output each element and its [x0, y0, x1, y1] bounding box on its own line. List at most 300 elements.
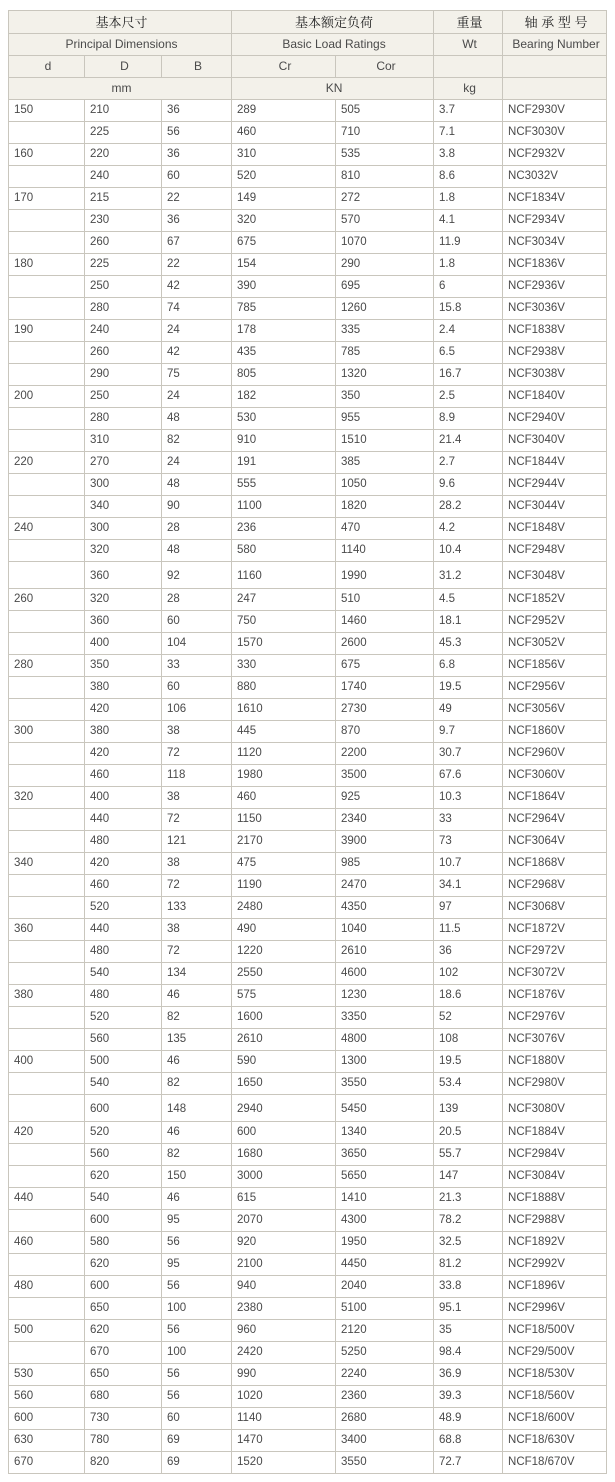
cell-bearing-number: NCF1892V [503, 1232, 607, 1254]
cell-D: 420 [85, 699, 162, 721]
cell-wt: 31.2 [434, 562, 503, 589]
cell-cor: 5250 [336, 1342, 434, 1364]
table-row [9, 1188, 607, 1210]
header-dimensions-zh: 基本尺寸 [9, 11, 232, 34]
cell-bearing-number: NCF1876V [503, 985, 607, 1007]
cell-d [9, 677, 85, 699]
cell-B: 48 [162, 474, 232, 496]
cell-D: 210 [85, 100, 162, 122]
cell-cor: 3900 [336, 831, 434, 853]
cell-d: 160 [9, 144, 85, 166]
table-row [9, 1073, 607, 1095]
table-row [9, 1430, 607, 1452]
cell-B: 56 [162, 1386, 232, 1408]
cell-D: 380 [85, 721, 162, 743]
cell-B: 100 [162, 1342, 232, 1364]
cell-D: 520 [85, 897, 162, 919]
table-row [9, 364, 607, 386]
cell-cor: 2680 [336, 1408, 434, 1430]
cell-cor: 1950 [336, 1232, 434, 1254]
table-row [9, 1386, 607, 1408]
cell-wt: 95.1 [434, 1298, 503, 1320]
cell-cor: 955 [336, 408, 434, 430]
header-col-B: B [162, 56, 232, 78]
cell-d [9, 633, 85, 655]
cell-B: 148 [162, 1095, 232, 1122]
cell-bearing-number: NCF1856V [503, 655, 607, 677]
cell-B: 92 [162, 562, 232, 589]
cell-d [9, 1210, 85, 1232]
cell-cor: 5450 [336, 1095, 434, 1122]
cell-D: 620 [85, 1254, 162, 1276]
cell-wt: 11.5 [434, 919, 503, 941]
cell-cr: 1220 [232, 941, 336, 963]
cell-bearing-number: NCF1860V [503, 721, 607, 743]
cell-cr: 475 [232, 853, 336, 875]
cell-d: 560 [9, 1386, 85, 1408]
cell-B: 60 [162, 611, 232, 633]
cell-B: 28 [162, 589, 232, 611]
cell-D: 600 [85, 1210, 162, 1232]
table-row [9, 210, 607, 232]
cell-wt: 18.6 [434, 985, 503, 1007]
cell-B: 56 [162, 122, 232, 144]
cell-d [9, 496, 85, 518]
cell-B: 72 [162, 941, 232, 963]
cell-cr: 1150 [232, 809, 336, 831]
cell-D: 260 [85, 232, 162, 254]
cell-B: 22 [162, 254, 232, 276]
cell-cor: 5650 [336, 1166, 434, 1188]
cell-D: 620 [85, 1166, 162, 1188]
cell-bearing-number: NCF2980V [503, 1073, 607, 1095]
cell-cor: 695 [336, 276, 434, 298]
cell-D: 350 [85, 655, 162, 677]
cell-d [9, 611, 85, 633]
cell-cor: 1230 [336, 985, 434, 1007]
cell-D: 320 [85, 589, 162, 611]
cell-D: 600 [85, 1095, 162, 1122]
cell-cr: 2610 [232, 1029, 336, 1051]
cell-cr: 2100 [232, 1254, 336, 1276]
cell-wt: 6.5 [434, 342, 503, 364]
cell-cor: 1510 [336, 430, 434, 452]
cell-cr: 1160 [232, 562, 336, 589]
cell-bearing-number: NCF2964V [503, 809, 607, 831]
cell-cr: 191 [232, 452, 336, 474]
cell-cor: 3550 [336, 1452, 434, 1474]
cell-wt: 19.5 [434, 1051, 503, 1073]
cell-bearing-number: NCF3030V [503, 122, 607, 144]
cell-cr: 1120 [232, 743, 336, 765]
header-col-d: d [9, 56, 85, 78]
cell-cor: 2360 [336, 1386, 434, 1408]
cell-D: 560 [85, 1029, 162, 1051]
table-row [9, 655, 607, 677]
cell-B: 95 [162, 1254, 232, 1276]
cell-D: 780 [85, 1430, 162, 1452]
cell-bearing-number: NCF18/670V [503, 1452, 607, 1474]
cell-D: 215 [85, 188, 162, 210]
table-row [9, 765, 607, 787]
cell-cor: 4350 [336, 897, 434, 919]
table-row [9, 144, 607, 166]
cell-D: 220 [85, 144, 162, 166]
cell-wt: 4.5 [434, 589, 503, 611]
cell-d: 600 [9, 1408, 85, 1430]
cell-bearing-number: NCF2938V [503, 342, 607, 364]
cell-B: 150 [162, 1166, 232, 1188]
cell-B: 56 [162, 1364, 232, 1386]
cell-B: 38 [162, 919, 232, 941]
cell-cor: 2340 [336, 809, 434, 831]
cell-d: 420 [9, 1122, 85, 1144]
table-row [9, 1408, 607, 1430]
table-header [9, 11, 607, 100]
cell-B: 95 [162, 1210, 232, 1232]
cell-cor: 1820 [336, 496, 434, 518]
cell-cr: 2380 [232, 1298, 336, 1320]
cell-bearing-number: NCF2936V [503, 276, 607, 298]
header-col-D: D [85, 56, 162, 78]
cell-B: 38 [162, 721, 232, 743]
cell-B: 67 [162, 232, 232, 254]
cell-bearing-number: NCF2976V [503, 1007, 607, 1029]
cell-d: 630 [9, 1430, 85, 1452]
cell-d: 380 [9, 985, 85, 1007]
header-dimensions-en: Principal Dimensions [9, 34, 232, 56]
cell-cor: 272 [336, 188, 434, 210]
cell-wt: 2.7 [434, 452, 503, 474]
table-row [9, 1007, 607, 1029]
cell-B: 104 [162, 633, 232, 655]
cell-d: 400 [9, 1051, 85, 1073]
cell-d: 200 [9, 386, 85, 408]
cell-D: 480 [85, 985, 162, 1007]
cell-bearing-number: NCF2992V [503, 1254, 607, 1276]
header-row-units [9, 78, 607, 100]
cell-wt: 33 [434, 809, 503, 831]
cell-d: 220 [9, 452, 85, 474]
cell-D: 250 [85, 386, 162, 408]
cell-D: 280 [85, 408, 162, 430]
cell-B: 72 [162, 743, 232, 765]
table-row [9, 941, 607, 963]
cell-bearing-number: NCF3080V [503, 1095, 607, 1122]
cell-B: 100 [162, 1298, 232, 1320]
cell-cr: 1650 [232, 1073, 336, 1095]
cell-wt: 67.6 [434, 765, 503, 787]
cell-cr: 2940 [232, 1095, 336, 1122]
cell-D: 290 [85, 364, 162, 386]
cell-D: 420 [85, 853, 162, 875]
cell-bearing-number: NCF2952V [503, 611, 607, 633]
cell-B: 38 [162, 787, 232, 809]
header-unit-kn: KN [232, 78, 434, 100]
cell-D: 300 [85, 474, 162, 496]
cell-D: 420 [85, 743, 162, 765]
cell-wt: 18.1 [434, 611, 503, 633]
cell-cr: 1140 [232, 1408, 336, 1430]
cell-wt: 72.7 [434, 1452, 503, 1474]
cell-D: 460 [85, 875, 162, 897]
cell-cr: 154 [232, 254, 336, 276]
cell-cor: 3350 [336, 1007, 434, 1029]
cell-cr: 580 [232, 540, 336, 562]
cell-wt: 78.2 [434, 1210, 503, 1232]
cell-cor: 570 [336, 210, 434, 232]
cell-B: 24 [162, 452, 232, 474]
cell-d: 280 [9, 655, 85, 677]
cell-D: 320 [85, 540, 162, 562]
cell-cr: 236 [232, 518, 336, 540]
cell-wt: 2.4 [434, 320, 503, 342]
table-row [9, 1364, 607, 1386]
cell-cr: 920 [232, 1232, 336, 1254]
cell-D: 300 [85, 518, 162, 540]
cell-wt: 73 [434, 831, 503, 853]
cell-bearing-number: NCF1848V [503, 518, 607, 540]
cell-B: 60 [162, 1408, 232, 1430]
cell-bearing-number: NCF3056V [503, 699, 607, 721]
cell-bearing-number: NCF2968V [503, 875, 607, 897]
cell-wt: 20.5 [434, 1122, 503, 1144]
cell-B: 69 [162, 1452, 232, 1474]
cell-bearing-number: NCF3036V [503, 298, 607, 320]
cell-bearing-number: NCF3048V [503, 562, 607, 589]
cell-bearing-number: NCF2934V [503, 210, 607, 232]
header-unit-kg: kg [434, 78, 503, 100]
cell-cr: 182 [232, 386, 336, 408]
header-col-wt-empty [434, 56, 503, 78]
page [0, 10, 615, 1474]
table-row [9, 919, 607, 941]
cell-cor: 505 [336, 100, 434, 122]
cell-bearing-number: NCF3044V [503, 496, 607, 518]
cell-d [9, 540, 85, 562]
cell-d: 340 [9, 853, 85, 875]
cell-d [9, 430, 85, 452]
header-col-cr: Cr [232, 56, 336, 78]
cell-bearing-number: NCF18/530V [503, 1364, 607, 1386]
table-row [9, 474, 607, 496]
table-row [9, 166, 607, 188]
cell-bearing-number: NCF2984V [503, 1144, 607, 1166]
cell-D: 240 [85, 166, 162, 188]
table-body [9, 100, 607, 1474]
cell-cr: 520 [232, 166, 336, 188]
cell-cr: 1520 [232, 1452, 336, 1474]
cell-B: 33 [162, 655, 232, 677]
table-row [9, 831, 607, 853]
header-unit-mm: mm [9, 78, 232, 100]
cell-d: 530 [9, 1364, 85, 1386]
cell-D: 650 [85, 1364, 162, 1386]
cell-B: 72 [162, 875, 232, 897]
header-weight-zh: 重量 [434, 11, 503, 34]
table-row [9, 320, 607, 342]
cell-bearing-number: NCF1836V [503, 254, 607, 276]
cell-d [9, 1254, 85, 1276]
table-row [9, 1095, 607, 1122]
table-row [9, 1342, 607, 1364]
cell-B: 60 [162, 677, 232, 699]
cell-bearing-number: NCF1852V [503, 589, 607, 611]
cell-cor: 335 [336, 320, 434, 342]
cell-cr: 178 [232, 320, 336, 342]
cell-B: 118 [162, 765, 232, 787]
cell-cr: 460 [232, 122, 336, 144]
cell-D: 280 [85, 298, 162, 320]
cell-cr: 310 [232, 144, 336, 166]
cell-B: 36 [162, 210, 232, 232]
cell-wt: 6 [434, 276, 503, 298]
table-row [9, 875, 607, 897]
table-row [9, 985, 607, 1007]
table-row [9, 540, 607, 562]
header-load-en: Basic Load Ratings [232, 34, 434, 56]
cell-d: 360 [9, 919, 85, 941]
cell-B: 36 [162, 144, 232, 166]
table-row [9, 232, 607, 254]
cell-cor: 925 [336, 787, 434, 809]
cell-wt: 1.8 [434, 254, 503, 276]
cell-cor: 1140 [336, 540, 434, 562]
cell-cor: 2200 [336, 743, 434, 765]
table-row [9, 1029, 607, 1051]
cell-D: 520 [85, 1007, 162, 1029]
cell-D: 650 [85, 1298, 162, 1320]
cell-cr: 1100 [232, 496, 336, 518]
cell-d: 240 [9, 518, 85, 540]
cell-B: 42 [162, 342, 232, 364]
cell-d [9, 122, 85, 144]
table-row [9, 743, 607, 765]
cell-bearing-number: NCF3060V [503, 765, 607, 787]
table-row [9, 408, 607, 430]
cell-cor: 4300 [336, 1210, 434, 1232]
cell-cr: 805 [232, 364, 336, 386]
cell-wt: 3.7 [434, 100, 503, 122]
cell-wt: 102 [434, 963, 503, 985]
cell-D: 600 [85, 1276, 162, 1298]
cell-B: 90 [162, 496, 232, 518]
cell-d [9, 1298, 85, 1320]
cell-cr: 247 [232, 589, 336, 611]
cell-D: 230 [85, 210, 162, 232]
cell-D: 250 [85, 276, 162, 298]
cell-D: 480 [85, 831, 162, 853]
cell-B: 46 [162, 1188, 232, 1210]
cell-d: 460 [9, 1232, 85, 1254]
cell-wt: 4.1 [434, 210, 503, 232]
cell-cor: 985 [336, 853, 434, 875]
cell-wt: 8.6 [434, 166, 503, 188]
cell-cor: 1320 [336, 364, 434, 386]
cell-B: 22 [162, 188, 232, 210]
cell-B: 60 [162, 166, 232, 188]
cell-wt: 9.6 [434, 474, 503, 496]
cell-D: 820 [85, 1452, 162, 1474]
cell-cr: 2550 [232, 963, 336, 985]
cell-wt: 16.7 [434, 364, 503, 386]
cell-bearing-number: NC3032V [503, 166, 607, 188]
cell-wt: 2.5 [434, 386, 503, 408]
cell-B: 24 [162, 386, 232, 408]
cell-bearing-number: NCF2956V [503, 677, 607, 699]
table-row [9, 430, 607, 452]
cell-B: 133 [162, 897, 232, 919]
cell-wt: 9.7 [434, 721, 503, 743]
cell-cr: 490 [232, 919, 336, 941]
cell-D: 240 [85, 320, 162, 342]
cell-cor: 1990 [336, 562, 434, 589]
cell-bearing-number: NCF2948V [503, 540, 607, 562]
cell-bearing-number: NCF1834V [503, 188, 607, 210]
cell-bearing-number: NCF18/500V [503, 1320, 607, 1342]
header-bearing-zh: 轴 承 型 号 [503, 11, 607, 34]
cell-bearing-number: NCF1880V [503, 1051, 607, 1073]
cell-bearing-number: NCF3034V [503, 232, 607, 254]
table-row [9, 1232, 607, 1254]
cell-bearing-number: NCF3040V [503, 430, 607, 452]
cell-cr: 445 [232, 721, 336, 743]
table-row [9, 188, 607, 210]
cell-D: 480 [85, 941, 162, 963]
cell-B: 69 [162, 1430, 232, 1452]
cell-cor: 290 [336, 254, 434, 276]
cell-cr: 555 [232, 474, 336, 496]
cell-bearing-number: NCF1840V [503, 386, 607, 408]
cell-wt: 3.8 [434, 144, 503, 166]
cell-wt: 35 [434, 1320, 503, 1342]
cell-bearing-number: NCF1872V [503, 919, 607, 941]
cell-cor: 1040 [336, 919, 434, 941]
cell-cor: 2600 [336, 633, 434, 655]
cell-d [9, 1095, 85, 1122]
cell-B: 74 [162, 298, 232, 320]
cell-bearing-number: NCF3064V [503, 831, 607, 853]
cell-B: 28 [162, 518, 232, 540]
cell-cor: 470 [336, 518, 434, 540]
cell-d [9, 166, 85, 188]
cell-B: 56 [162, 1276, 232, 1298]
cell-wt: 11.9 [434, 232, 503, 254]
cell-cor: 2470 [336, 875, 434, 897]
cell-cor: 1050 [336, 474, 434, 496]
cell-bearing-number: NCF1868V [503, 853, 607, 875]
cell-d: 260 [9, 589, 85, 611]
cell-cor: 4800 [336, 1029, 434, 1051]
cell-D: 540 [85, 1073, 162, 1095]
cell-d [9, 298, 85, 320]
cell-cor: 535 [336, 144, 434, 166]
cell-wt: 34.1 [434, 875, 503, 897]
header-row-zh [9, 11, 607, 34]
cell-d [9, 699, 85, 721]
table-row [9, 699, 607, 721]
cell-cor: 675 [336, 655, 434, 677]
cell-wt: 21.3 [434, 1188, 503, 1210]
cell-wt: 55.7 [434, 1144, 503, 1166]
cell-B: 121 [162, 831, 232, 853]
cell-B: 46 [162, 1122, 232, 1144]
cell-cr: 750 [232, 611, 336, 633]
cell-wt: 52 [434, 1007, 503, 1029]
cell-bearing-number: NCF2972V [503, 941, 607, 963]
cell-wt: 10.4 [434, 540, 503, 562]
cell-cor: 385 [336, 452, 434, 474]
